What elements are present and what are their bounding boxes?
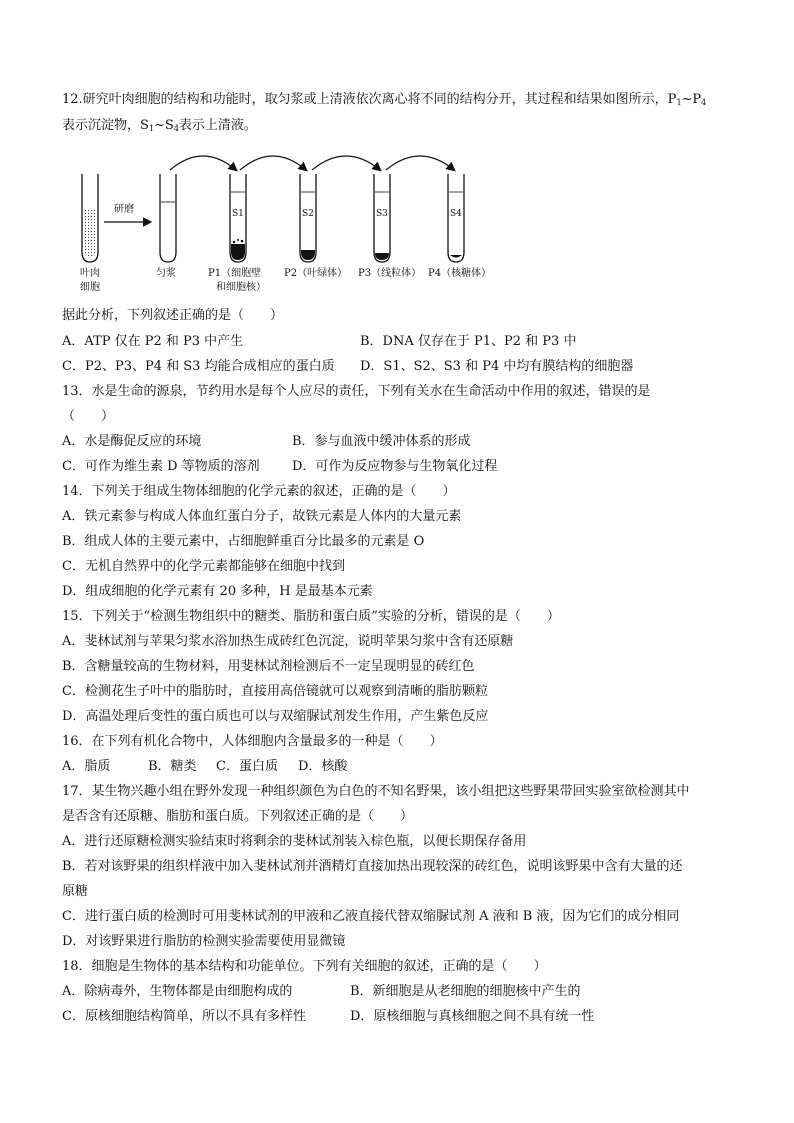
q14-option-d[interactable]: D．组成细胞的化学元素有 20 多种，H 是最基本元素 <box>62 584 373 599</box>
q18-option-a[interactable]: A．除病毒外，生物体都是由细胞构成的 <box>62 984 293 999</box>
q17-stem-line2: 是否含有还原糖、脂肪和蛋白质。下列叙述正确的是（ ） <box>62 809 414 824</box>
q13-option-d[interactable]: D．可作为反应物参与生物氧化过程 <box>292 459 498 474</box>
q12-text: ~P <box>681 92 702 107</box>
q16-option-c[interactable]: C．蛋白质 <box>216 759 278 774</box>
q15-stem: 15．下列关于“检测生物组织中的糖类、脂肪和蛋白质”实验的分析，错误的是（ ） <box>62 609 560 624</box>
q16-option-d[interactable]: D．核酸 <box>298 759 348 774</box>
leaf-cell-tube <box>82 174 98 262</box>
q14-option-a[interactable]: A．铁元素参与构成人体血红蛋白分子，故铁元素是人体内的大量元素 <box>62 509 462 524</box>
subscript: 4 <box>173 124 179 133</box>
q15-option-d[interactable]: D．高温处理后变性的蛋白质也可以与双缩脲试剂发生作用，产生紫色反应 <box>62 709 489 724</box>
subscript: 1 <box>148 124 154 133</box>
q18-option-d[interactable]: D．原核细胞与真核细胞之间不具有统一性 <box>350 1009 595 1024</box>
subscript: 4 <box>701 98 707 107</box>
q17-option-c[interactable]: C．进行蛋白质的检测时可用斐林试剂的甲液和乙液直接代替双缩脲试剂 A 液和 B 液，因为它们的成分相同 <box>62 909 680 924</box>
q16-option-b[interactable]: B．糖类 <box>148 759 197 774</box>
q17-stem-line1: 17．某生物兴趣小组在野外发现一种组织颜色为白色的不知名野果，该小组把这些野果带回实验室欲检测其中 <box>62 784 690 799</box>
tube-p4-label: P4（核糖体） <box>428 268 492 279</box>
q18-option-c[interactable]: C．原核细胞结构简单，所以不具有多样性 <box>62 1009 306 1024</box>
q14-stem: 14．下列关于组成生物体细胞的化学元素的叙述，正确的是（ ） <box>62 484 456 499</box>
transfer-arrow <box>240 156 306 170</box>
q18-stem: 18．细胞是生物体的基本结构和功能单位。下列有关细胞的叙述，正确的是（ ） <box>62 959 547 974</box>
leaf-cell-label-2: 细胞 <box>80 282 100 293</box>
leaf-cell-label-1: 叶肉 <box>80 268 100 279</box>
centrifugation-diagram <box>78 152 478 312</box>
transfer-arrow <box>170 156 236 170</box>
homogenate-tube <box>160 174 176 262</box>
transfer-arrow <box>312 156 380 170</box>
q12-option-a[interactable]: A．ATP 仅在 P2 和 P3 中产生 <box>62 334 244 349</box>
q13-option-b[interactable]: B．参与血液中缓冲体系的形成 <box>292 434 471 449</box>
tube-inner-label: S1 <box>232 209 244 219</box>
q15-option-a[interactable]: A．斐林试剂与苹果匀浆水浴加热生成砖红色沉淀，说明苹果匀浆中含有还原糖 <box>62 634 514 649</box>
homogenate-label: 匀浆 <box>156 268 176 279</box>
q16-stem: 16．在下列有机化合物中，人体细胞内含量最多的一种是（ ） <box>62 734 443 749</box>
q12-text: 表示上清液。 <box>178 118 257 133</box>
tube-inner-label: S4 <box>450 209 462 219</box>
q12-option-d[interactable]: D．S1、S2、S3 和 P4 中均有膜结构的细胞器 <box>360 359 634 374</box>
q14-option-b[interactable]: B．组成人体的主要元素中，占细胞鲜重百分比最多的元素是 O <box>62 534 425 549</box>
q15-option-c[interactable]: C．检测花生子叶中的脂肪时，直接用高倍镜就可以观察到清晰的脂肪颗粒 <box>62 684 488 699</box>
subscript: 1 <box>676 98 682 107</box>
q17-option-b-cont: 原糖 <box>62 884 89 899</box>
q12-option-b[interactable]: B．DNA 仅存在于 P1、P2 和 P3 中 <box>360 334 577 349</box>
tube-p1-label-1: P1（细胞壁 <box>208 268 262 279</box>
tube-inner-label: S2 <box>302 209 314 219</box>
q16-option-a[interactable]: A．脂质 <box>62 759 111 774</box>
q12-text: 12.研究叶肉细胞的结构和功能时，取匀浆或上清液依次离心将不同的结构分开，其过程和结果如图所示，P <box>62 92 677 107</box>
q13-option-c[interactable]: C．可作为维生素 D 等物质的溶剂 <box>62 459 260 474</box>
q13-stem-line2: （ ） <box>62 409 115 424</box>
q12-stem-line1 <box>62 92 706 111</box>
tube-p1-label-2: 和细胞核） <box>216 282 266 293</box>
q12-option-c[interactable]: C．P2、P3、P4 和 S3 均能合成相应的蛋白质 <box>62 359 335 374</box>
q14-option-c[interactable]: C．无机自然界中的化学元素都能够在细胞中找到 <box>62 559 345 574</box>
tube-p3-label: P3（线粒体） <box>358 268 422 279</box>
centrifugation-figure <box>78 152 492 312</box>
q17-option-b[interactable]: B．若对该野果的组织样液中加入斐林试剂并酒精灯直接加热出现较深的砖红色，说明该野果中含有大量的还 <box>62 859 683 874</box>
q13-option-a[interactable]: A．水是酶促反应的环境 <box>62 434 202 449</box>
q12-stem-line2 <box>62 118 257 137</box>
q15-option-b[interactable]: B．含糖量较高的生物材料，用斐林试剂检测后不一定呈现明显的砖红色 <box>62 659 475 674</box>
q12-text: ~S <box>154 118 174 133</box>
q18-option-b[interactable]: B．新细胞是从老细胞的细胞核中产生的 <box>350 984 581 999</box>
tube-inner-label: S3 <box>376 209 388 219</box>
q17-option-d[interactable]: D．对该野果进行脂肪的检测实验需要使用显微镜 <box>62 934 346 949</box>
q17-option-a[interactable]: A．进行还原糖检测实验结束时将剩余的斐林试剂装入棕色瓶，以便长期保存备用 <box>62 834 527 849</box>
transfer-arrow <box>386 156 454 170</box>
q12-text: 表示沉淀物，S <box>62 118 149 133</box>
q13-stem-line1: 13．水是生命的源泉，节约用水是每个人应尽的责任，下列有关水在生命活动中作用的叙述，错误的是 <box>62 384 651 399</box>
grind-label: 研磨 <box>114 204 134 215</box>
q12-question: 据此分析，下列叙述正确的是（ ） <box>62 308 284 323</box>
tube-p2-label: P2（叶绿体） <box>284 268 348 279</box>
